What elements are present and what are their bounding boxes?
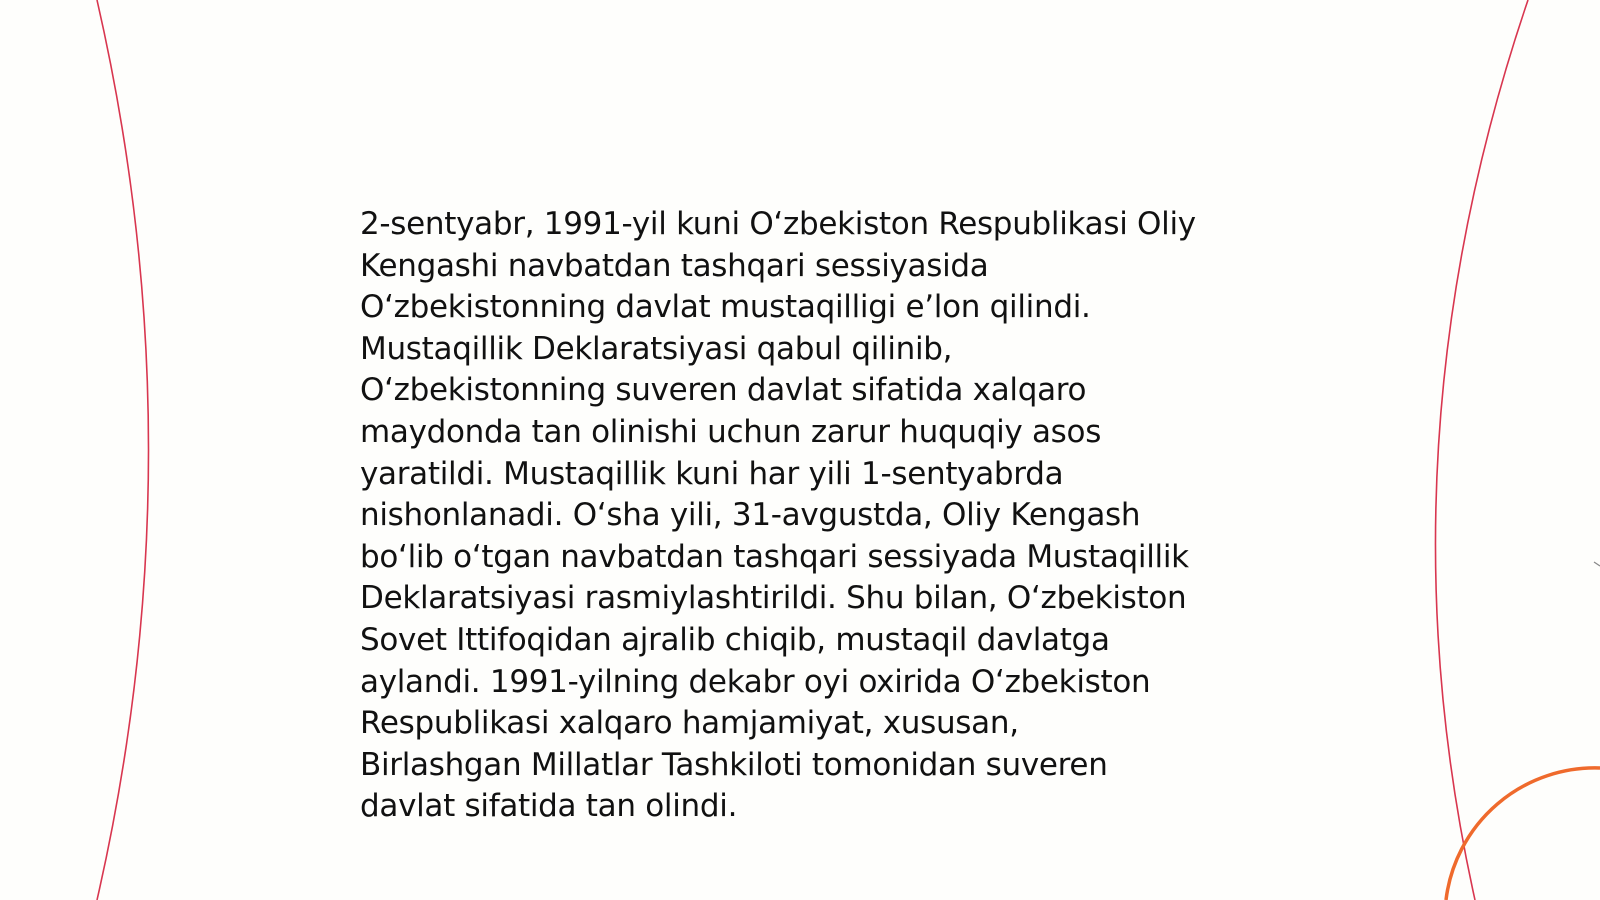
corner-arc xyxy=(1446,768,1600,900)
right-arc xyxy=(1435,0,1528,900)
edge-tick xyxy=(1594,562,1600,566)
slide-body-text: 2-sentyabr, 1991-yil kuni Oʻzbekiston Respublikasi Oliy Kengashi navbatdan tashqari sessiyasida Oʻzbekistonning davlat mustaqilligi eʼlon qilindi. Mustaqillik Deklaratsiyasi qabul qilinib, Oʻzbekistonning suveren davlat sifatida xalqaro maydonda tan olinishi uchun zarur huquqiy asos yaratildi. Mustaqillik kuni har yili 1-sentyabrda nishonlanadi. Oʻsha yili, 31-avgustda, Oliy Kengash boʻlib oʻtgan navbatdan tashqari sessiyada Mustaqillik Deklaratsiyasi rasmiylashtirildi. Shu bilan, Oʻzbekiston Sovet Ittifoqidan ajralib chiqib, mustaqil davlatga aylandi. 1991-yilning dekabr oyi oxirida Oʻzbekiston Respublikasi xalqaro hamjamiyat, xususan, Birlashgan Millatlar Tashkiloti tomonidan suveren davlat sifatida tan olindi. xyxy=(360,206,1196,825)
left-arc xyxy=(97,0,149,900)
